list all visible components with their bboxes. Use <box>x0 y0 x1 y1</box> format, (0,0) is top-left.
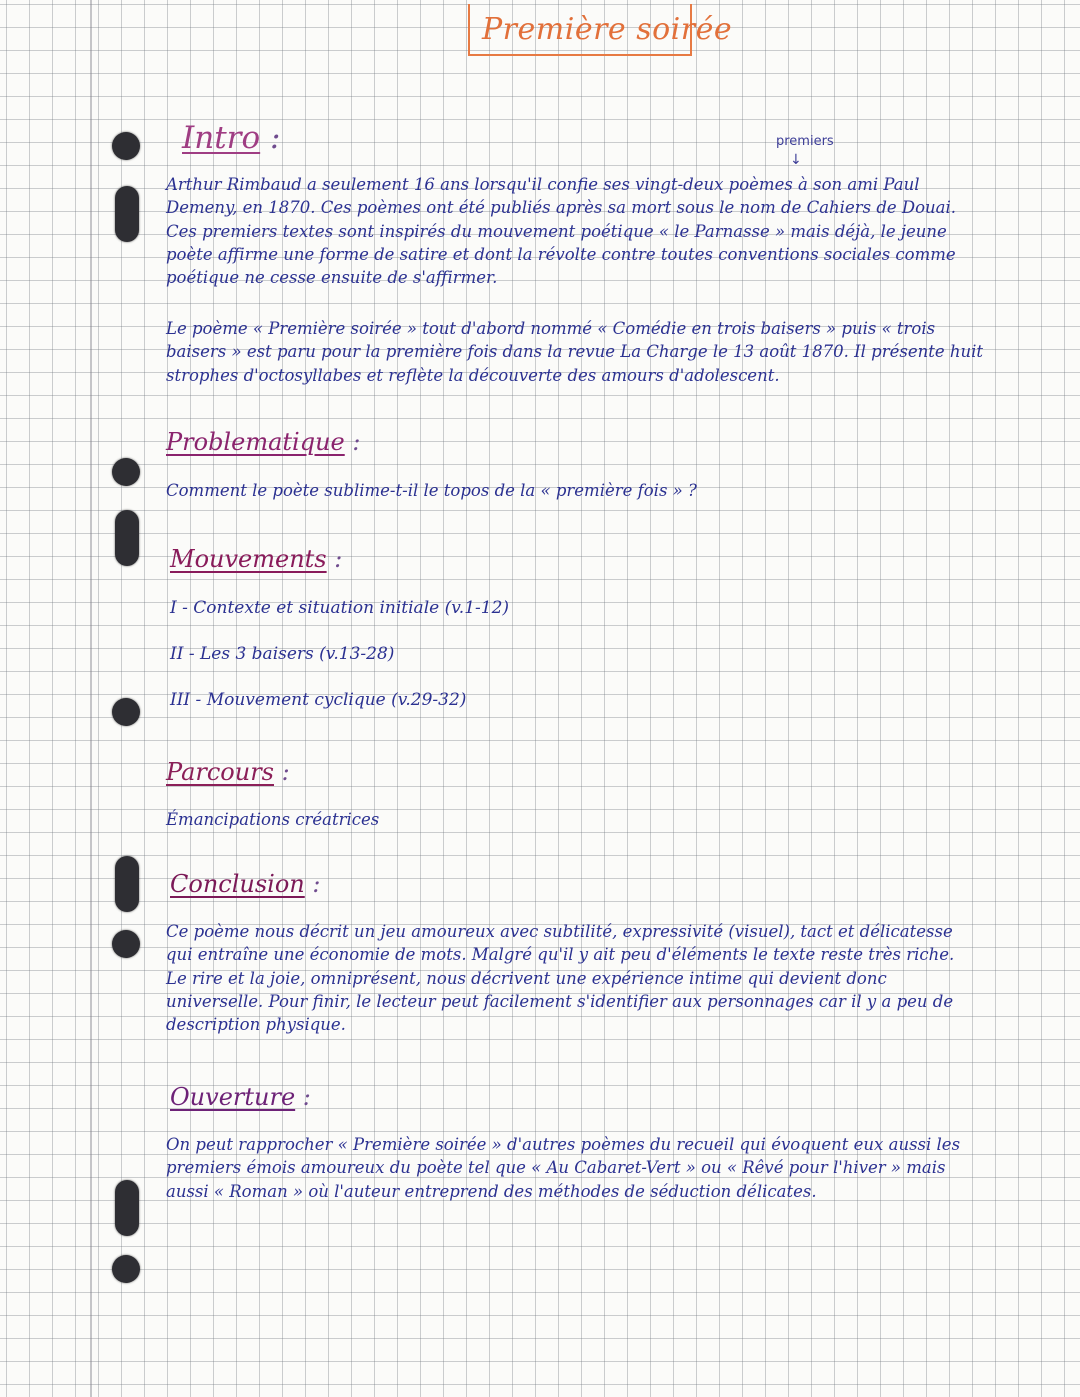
conclusion-text: Ce poème nous décrit un jeu amoureux avec subtilité, expressivité (visuel), tact et délicatesse qui entraîne une économie de mots. Malgré qu'il y ait peu d'éléments le texte reste très riche. Le rire et la joie, omniprésent, nous décrivent une expérience intime qui devient donc universelle. Pour finir, le lecteur peut facilement s'identifier aux personnages car il y a peu de description physique. <box>166 922 955 1035</box>
problematique-heading: Problematique : <box>166 428 361 456</box>
parcours-text: Émancipations créatrices <box>166 810 380 829</box>
parcours-heading: Parcours : <box>166 758 290 786</box>
binder-hole <box>112 1255 140 1283</box>
problematique-text: Comment le poète sublime-t-il le topos de la « première fois » ? <box>166 481 697 500</box>
down-arrow-icon: ↓ <box>790 152 802 168</box>
mouvements-heading: Mouvements : <box>170 545 343 573</box>
margin-annotation: premiers <box>776 134 834 149</box>
binder-hole <box>115 1180 139 1236</box>
ouverture-heading: Ouverture : <box>170 1083 311 1111</box>
page-title: Première soirée <box>482 12 733 47</box>
binder-hole <box>115 510 139 566</box>
binder-hole <box>112 132 140 160</box>
binder-hole <box>112 930 140 958</box>
ouverture-text: On peut rapprocher « Première soirée » d'autres poèmes du recueil qui évoquent eux aussi les premiers émois amoureux du poète tel que « Au Cabaret-Vert » ou « Rêvé pour l'hiver » mais aussi « Roman » où l'auteur entreprend des méthodes de séduction délicates. <box>166 1135 961 1201</box>
intro-paragraph-2: Le poème « Première soirée » tout d'abord nommé « Comédie en trois baisers » puis « trois baisers » est paru pour la première fois dans la revue La Charge le 13 août 1870. Il présente huit strophes d'octosyllabes et reflète la découverte des amours d'adolescent. <box>166 319 984 385</box>
list-item: I - Contexte et situation initiale (v.1-12) <box>170 598 510 618</box>
list-item: III - Mouvement cyclique (v.29-32) <box>170 690 467 710</box>
list-item: II - Les 3 baisers (v.13-28) <box>170 644 395 664</box>
intro-heading: Intro : <box>182 120 281 156</box>
binder-hole <box>115 186 139 242</box>
mouvements-list <box>170 594 509 732</box>
binder-hole <box>112 698 140 726</box>
intro-paragraph-1: Arthur Rimbaud a seulement 16 ans lorsqu'il confie ses vingt-deux poèmes à son ami Paul Demeny, en 1870. Ces poèmes ont été publiés après sa mort sous le nom de Cahiers de Douai. Ces premiers textes sont inspirés du mouvement poétique « le Parnasse » mais déjà, le jeune poète affirme une forme de satire et dont la révolte contre toutes conventions sociales comme poétique ne cesse ensuite de s'affirmer. <box>166 175 957 288</box>
binder-hole <box>112 458 140 486</box>
conclusion-heading: Conclusion : <box>170 870 321 898</box>
binder-hole <box>115 856 139 912</box>
